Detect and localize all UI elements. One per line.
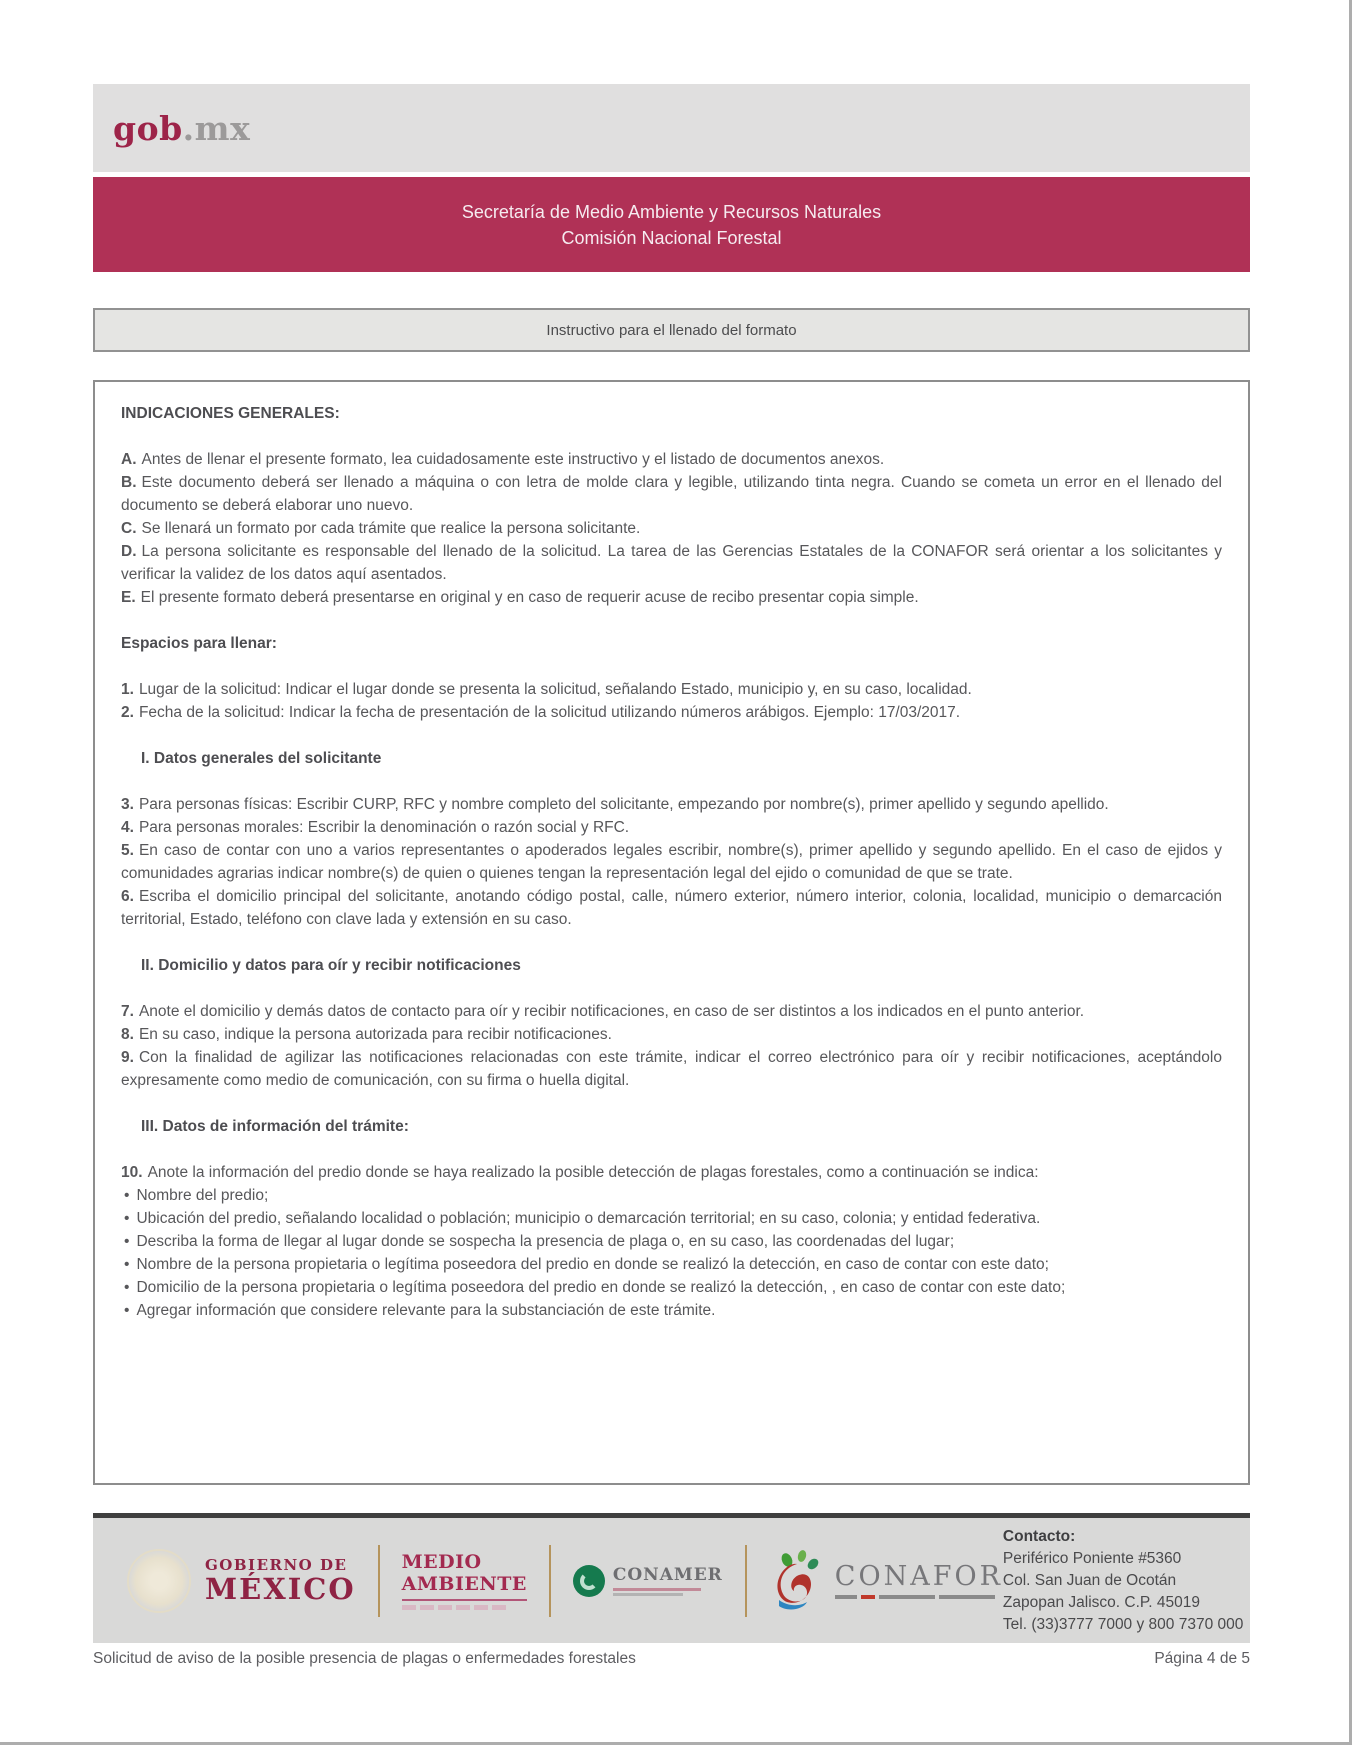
banner-line-2: Comisión Nacional Forestal xyxy=(561,227,782,248)
page-number: Página 4 de 5 xyxy=(1154,1650,1250,1667)
dependency-banner xyxy=(93,177,1250,272)
medio-ambiente-logo xyxy=(402,1551,527,1610)
section-heading-espacios: Espacios para llenar: xyxy=(121,635,277,652)
mexico-label: MÉXICO xyxy=(205,1572,356,1606)
gobmx-logo-gob: gob xyxy=(113,108,183,148)
conafor-label: CONAFOR xyxy=(834,1560,1003,1592)
paragraph-5: 5. En caso de contar con uno a varios representantes o apoderados legales escribir, nombre(s), primer apellido y segundo apellido. En el caso de ejidos y comunidades agrarias indicar nombre(s) de quien o quienes tengan la representación legal del ejido o comunidad de que se trate. xyxy=(121,842,1222,882)
bullet-item: • Nombre de la persona propietaria o legítima poseedora del predio en donde se realizó la detección, en caso de contar con este dato; xyxy=(124,1256,1049,1273)
paragraph-8: 8. En su caso, indique la persona autorizada para recibir notificaciones. xyxy=(121,1026,612,1043)
conamer-text-block xyxy=(613,1565,723,1596)
logo-divider xyxy=(549,1545,551,1617)
section-heading-general: INDICACIONES GENERALES: xyxy=(121,405,340,422)
paragraph-10: 10. Anote la información del predio donde se haya realizado la posible detección de plagas forestales, como a continuación se indica: xyxy=(121,1164,1039,1181)
logo-divider xyxy=(378,1545,380,1617)
bullet-item: • Nombre del predio; xyxy=(124,1187,269,1204)
paragraph-e: E. El presente formato deberá presentarse en original y en caso de requerir acuse de recibo presentar copia simple. xyxy=(121,589,919,606)
conafor-logo xyxy=(769,1550,1003,1612)
gobmx-logo xyxy=(113,109,250,148)
contact-line-phone: Tel. (33)3777 7000 y 800 7370 000 xyxy=(1002,1615,1244,1633)
conafor-text-block xyxy=(834,1560,1003,1599)
paragraph-9: 9. Con la finalidad de agilizar las notificaciones relacionadas con este trámite, indicar el correo electrónico para oír y recibir notificaciones, aceptándolo expresamente como medio de comunicación, con su firma o huella digital. xyxy=(121,1049,1222,1089)
general-indications-group xyxy=(121,448,1222,609)
section-3-group xyxy=(121,1161,1222,1322)
paragraph-1: 1. Lugar de la solicitud: Indicar el lugar donde se presenta la solicitud, señalando Estado, municipio y, en su caso, localidad. xyxy=(121,681,972,698)
paragraph-6: 6. Escriba el domicilio principal del solicitante, anotando código postal, calle, número exterior, número interior, colonia, localidad, municipio o demarcación territorial, Estado, teléfono con clave lada y extensión en su caso. xyxy=(121,888,1222,928)
paragraph-3: 3. Para personas físicas: Escribir CURP, RFC y nombre completo del solicitante, empezando por nombre(s), primer apellido y segundo apellido. xyxy=(121,796,1109,813)
conamer-subtext xyxy=(613,1588,701,1591)
section-1-group xyxy=(121,793,1222,931)
paragraph-b: B. Este documento deberá ser llenado a máquina o con letra de molde clara y legible, utilizando tinta negra. Cuando se cometa un error en el llenado del documento se deberá elaborar uno nuevo. xyxy=(121,474,1222,514)
footer-band xyxy=(93,1518,1250,1643)
contact-line-address: Periférico Poniente #5360 xyxy=(1002,1549,1182,1567)
instructivo-title: Instructivo para el llenado del formato xyxy=(546,321,797,339)
paragraph-4: 4. Para personas morales: Escribir la denominación o razón social y RFC. xyxy=(121,819,630,836)
gobierno-de-label: GOBIERNO DE xyxy=(205,1556,348,1574)
paragraph-2: 2. Fecha de la solicitud: Indicar la fecha de presentación de la solicitud utilizando números arábigos. Ejemplo: 17/03/2017. xyxy=(121,704,961,721)
bullet-item: • Agregar información que considere relevante para la substanciación de este trámite. xyxy=(124,1302,716,1319)
contact-block xyxy=(1003,1526,1271,1636)
medio-ambiente-subtext xyxy=(402,1605,508,1610)
conamer-label: CONAMER xyxy=(612,1565,723,1585)
paragraph-c: C. Se llenará un formato por cada trámite que realice la persona solicitante. xyxy=(121,520,641,537)
instructions-box xyxy=(93,380,1250,1485)
section-heading-1: I. Datos generales del solicitante xyxy=(141,750,382,767)
contact-line-city: Zapopan Jalisco. C.P. 45019 xyxy=(1002,1593,1200,1611)
document-title-caption: Solicitud de aviso de la posible presencia de plagas o enfermedades forestales xyxy=(93,1650,636,1667)
banner-line-1: Secretaría de Medio Ambiente y Recursos Naturales xyxy=(461,201,882,222)
medio-ambiente-rule xyxy=(402,1599,527,1601)
paragraph-a: A. Antes de llenar el presente formato, lea cuidadosamente este instructivo y el listado de documentos anexos. xyxy=(121,451,885,468)
conamer-icon xyxy=(573,1565,605,1597)
conafor-icon xyxy=(769,1550,825,1612)
gobmx-header-band xyxy=(93,84,1250,172)
espacios-group xyxy=(121,678,1222,724)
conamer-subtext xyxy=(613,1593,683,1596)
bullet-item: • Ubicación del predio, señalando localidad o población; municipio o demarcación territorial; en su caso, colonia; y entidad federativa. xyxy=(124,1210,1041,1227)
instructivo-bar xyxy=(93,308,1250,352)
logo-divider xyxy=(745,1545,747,1617)
conafor-subtext xyxy=(835,1595,995,1599)
mexico-eagle-seal-icon xyxy=(127,1549,191,1613)
contact-heading: Contacto: xyxy=(1002,1527,1076,1545)
paragraph-d: D. La persona solicitante es responsable del llenado de la solicitud. La tarea de las Gerencias Estatales de la CONAFOR será orientar a los solicitantes y verificar la validez de los datos aquí asentados. xyxy=(121,543,1222,583)
section-heading-2: II. Domicilio y datos para oír y recibir notificaciones xyxy=(141,957,521,974)
section-heading-3: III. Datos de información del trámite: xyxy=(141,1118,409,1135)
medio-ambiente-label: MEDIO AMBIENTE xyxy=(401,1551,527,1595)
bullet-item: • Domicilio de la persona propietaria o legítima poseedora del predio en donde se realizó la detección, , en caso de contar con este dato; xyxy=(124,1279,1066,1296)
conamer-logo xyxy=(573,1565,723,1597)
contact-line-colonia: Col. San Juan de Ocotán xyxy=(1002,1571,1177,1589)
gobmx-logo-mx: .mx xyxy=(182,108,251,148)
bottom-caption-row xyxy=(93,1650,1250,1668)
section-2-group xyxy=(121,1000,1222,1092)
bullet-item: • Describa la forma de llegar al lugar donde se sospecha la presencia de plaga o, en su caso, las coordenadas del lugar; xyxy=(124,1233,955,1250)
paragraph-7: 7. Anote el domicilio y demás datos de contacto para oír y recibir notificaciones, en caso de ser distintos a los indicados en el punto anterior. xyxy=(121,1003,1085,1020)
gobierno-de-mexico-logo xyxy=(205,1557,356,1604)
